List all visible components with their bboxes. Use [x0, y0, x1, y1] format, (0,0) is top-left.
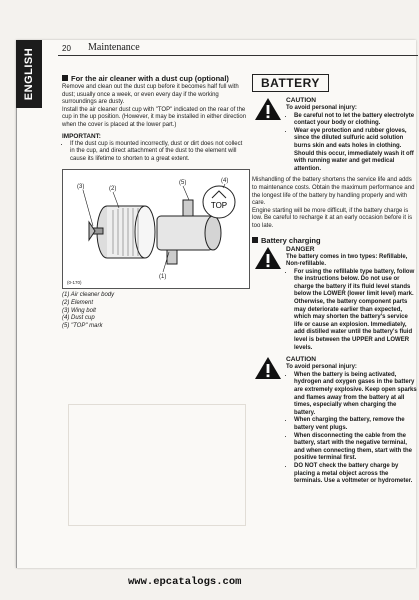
danger-label: DANGER — [286, 245, 315, 253]
caption-item: (3) Wing bolt — [62, 307, 96, 314]
caution-lead: To avoid personal injury: — [286, 105, 357, 111]
watermark-url: www.epcatalogs.com — [128, 576, 242, 588]
header-rule — [58, 55, 418, 56]
caption-item: (1) Air cleaner body — [62, 292, 115, 299]
engine-starting-text: Engine starting will be more difficult, if the battery charge is low. Be careful to recharge it at an early occasion before it is too late. — [252, 207, 413, 229]
mishandling-text: Mishandling of the battery shortens the service life and adds to maintenance costs. Obtain the maximum performance and the longest life of the battery by handling properly and with care. — [252, 177, 415, 207]
caution-lead: To avoid personal injury: — [286, 364, 357, 371]
caption-item: (4) Dust cup — [62, 315, 95, 322]
figure-code: (0-170) — [67, 280, 82, 286]
caution-item: • Wear eye protection and rubber gloves, since the diluted sulfuric acid solution burns skin and eats holes in clothing. Should this occur, immediately wash it off with running water and get medical attention. — [294, 128, 418, 174]
important-item: • If the dust cup is mounted incorrectly, dust or dirt does not collect in the cup, and direct attachment of the dust to the element will cause its lifetime to shorten to a great extent. — [70, 141, 248, 164]
important-label: IMPORTANT: — [62, 132, 101, 140]
section-title: Maintenance — [88, 42, 140, 53]
bleed-through-box — [68, 404, 246, 526]
language-tab-label: ENGLISH — [23, 47, 35, 101]
callout-1: (1) — [159, 274, 167, 281]
caution-list — [286, 372, 418, 486]
caution-block-1 — [252, 97, 418, 173]
danger-list — [286, 269, 418, 353]
callout-4: (4) — [221, 178, 229, 185]
callout-5: (5) — [179, 180, 187, 187]
section-square-icon — [62, 75, 68, 81]
warning-triangle-icon — [254, 246, 282, 270]
section-square-icon — [252, 237, 258, 243]
caution-item: • DO NOT check the battery charge by placing a metal object across the terminals. Use a voltmeter or hydrometer. — [294, 463, 418, 486]
dust-cup-install: Install the air cleaner dust cup with "TOP" indicated on the rear of the cup in the up position. (However, it may be installed in either direction when the cover is placed at the lower part.) — [62, 106, 247, 128]
danger-block — [252, 246, 418, 353]
dust-cup-heading: For the air cleaner with a dust cup (optional) — [62, 74, 248, 83]
top-mark-text: TOP — [210, 201, 228, 211]
danger-item: • For using the refillable type battery, follow the instructions below. Do not use or charge the battery if its fluid level stands below the LOWER (lower limit level) mark. Otherwise, the battery component parts may deteriorate earlier than expected, which may shorten the battery's service life or cause an explosion. Immediately, add distilled water until the battery's fluid level is between the UPPER and LOWER levels. — [294, 269, 418, 353]
element-drawing — [97, 206, 155, 258]
air-cleaner-diagram — [63, 170, 249, 288]
warning-triangle-icon — [254, 97, 282, 121]
top-mark-drawing — [203, 186, 235, 218]
caption-item: (2) Element — [62, 299, 94, 306]
battery-charging-heading: Battery charging — [252, 236, 418, 245]
battery-title: BATTERY — [252, 74, 329, 92]
caption-item: (5) "TOP" mark — [62, 322, 103, 329]
caution-list — [286, 113, 418, 174]
dust-cup-intro: Remove and clean out the dust cup before it becomes half full with dust; usually once a week, or even every day if the working surroundings are dusty. — [62, 84, 239, 106]
caution-item: • When disconnecting the cable from the battery, start with the negative terminal, and when connecting them, start with the positive terminal first. — [294, 433, 418, 463]
warning-triangle-icon — [254, 356, 282, 380]
caution-label: CAUTION — [286, 97, 317, 104]
figure-captions — [62, 292, 248, 330]
caution-item: • When the battery is being activated, hydrogen and oxygen gases in the battery are extremely explosive. Keep open sparks and flames away from the battery at all times, especially when charging the battery. — [294, 372, 418, 418]
language-tab — [16, 40, 42, 108]
callout-2: (2) — [109, 186, 117, 193]
left-column — [62, 74, 248, 330]
caution-label: CAUTION — [286, 356, 317, 364]
page-number: 20 — [62, 44, 71, 53]
important-list — [62, 141, 248, 164]
right-column — [252, 74, 418, 490]
danger-lead: The battery comes in two types: Refillable, Non-refillable. — [286, 253, 408, 268]
caution-item: • When charging the battery, remove the battery vent plugs. — [294, 417, 418, 432]
caution-block-2 — [252, 356, 418, 486]
air-cleaner-figure — [62, 169, 250, 289]
page-edge-rule — [16, 108, 17, 568]
caution-item: • Be careful not to let the battery electrolyte contact your body or clothing. — [294, 113, 418, 128]
callout-3: (3) — [77, 184, 85, 191]
